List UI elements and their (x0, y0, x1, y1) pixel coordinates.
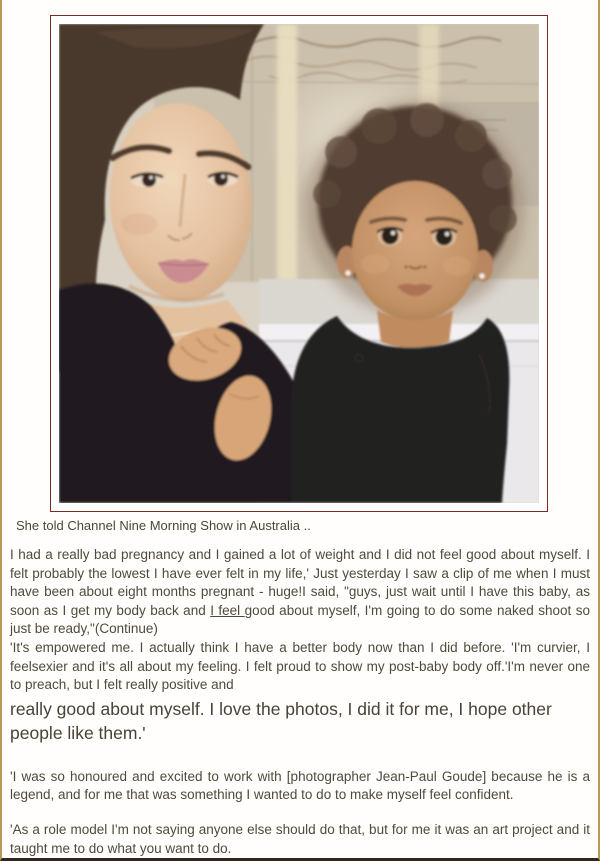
article-paragraph-3: 'As a role model I'm not saying anyone else should do that, but for me it was an art project and it taught me to do what you want to do. (10, 821, 590, 856)
paragraph-1-text-a: I had a really bad pregnancy and I gained a lot of weight and I did not feel good about myself. I felt probably the lowest I have ever felt in my life,' Just yesterday I saw a clip of me when I must have been about eight months pregnant - huge!I said, "guys, just wait until I have this baby, as soon as I get my body back and (10, 547, 590, 618)
article-paragraph-2: 'I was so honoured and excited to work with [photographer Jean-Paul Goude] because he is a legend, and for me that was something I wanted to do to make myself feel confident. (10, 768, 590, 803)
photo-kim-and-north[interactable] (59, 24, 539, 503)
photo-frame (50, 15, 548, 512)
article-paragraph-1 (10, 546, 590, 695)
paragraph-1-text-b: good about myself, I'm going to do some naked shoot so just be ready," (10, 602, 590, 637)
photo-caption: She told Channel Nine Morning Show in Australia .. (16, 518, 311, 533)
article-highlight-text: really good about myself. I love the photos, I did it for me, I hope other people like them.' (10, 698, 552, 744)
inline-link-i-feel[interactable]: I feel (210, 602, 245, 618)
continue-link[interactable]: (Continue) (94, 621, 158, 637)
paragraph-1-text-c: 'It's empowered me. I actually think I have a better body now than I did before. 'I'm curvier, I feelsexier and it's all about my feeling. I felt proud to show my post-baby body off.'I'm never one to preach, but I felt really positive and (10, 639, 590, 693)
